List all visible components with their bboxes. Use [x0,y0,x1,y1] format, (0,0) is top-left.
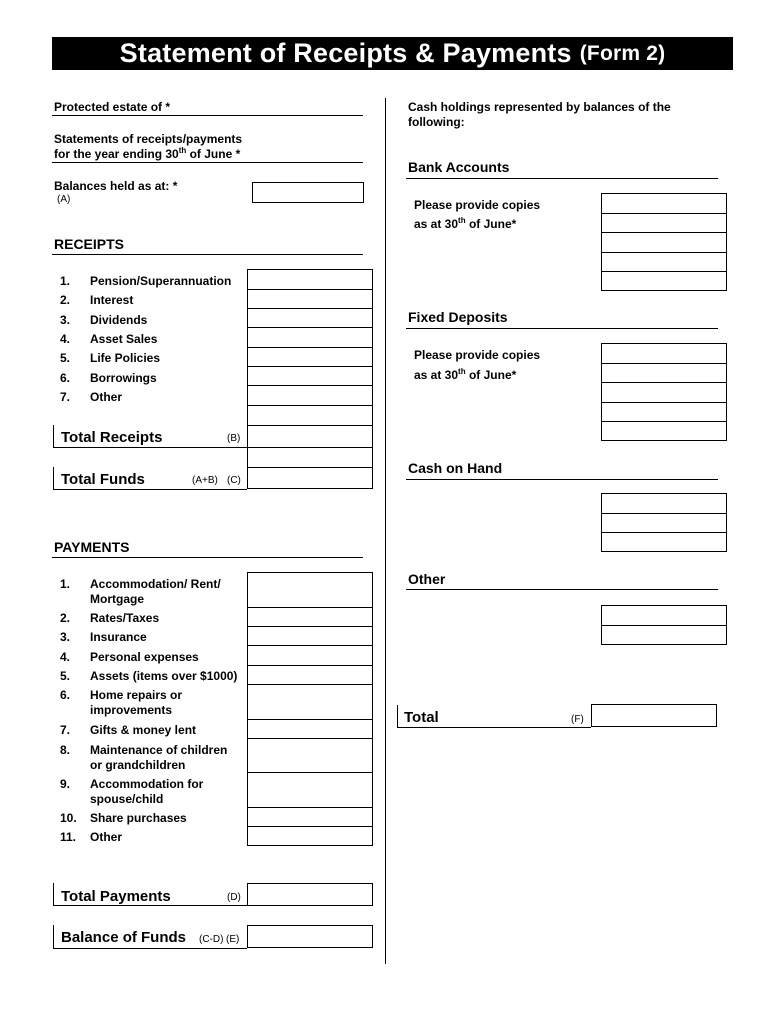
receipt-amount-field[interactable] [247,366,373,385]
total-receipts-field[interactable] [247,425,373,447]
fixed-deposit-field[interactable] [601,421,727,441]
receipt-item: 1. Pension/Superannuation [60,274,232,288]
receipt-amount-field[interactable] [247,405,373,425]
column-divider [385,98,386,964]
total-payments-marker [53,883,54,905]
receipt-item: 5. Life Policies [60,351,161,365]
form-title-main: Statement of Receipts & Payments [119,38,572,68]
payment-amount-field[interactable] [247,626,373,645]
cash-on-hand-heading: Cash on Hand [408,460,503,476]
cash-on-hand-line [406,479,718,480]
total-payments-label: Total Payments [61,888,171,905]
bank-accounts-line [406,178,718,179]
statements-line [52,162,363,163]
fixed-deposits-line [406,328,718,329]
total-funds-marker [53,467,54,489]
bank-as-at: as at 30th of June* [414,216,517,231]
payment-amount-field[interactable] [247,719,373,738]
balance-of-funds-label: Balance of Funds [61,929,187,946]
payment-amount-field[interactable] [247,826,373,846]
total-receipts-marker [53,425,54,447]
total-label: Total [404,709,439,726]
fixed-deposit-field[interactable] [601,382,727,402]
receipts-heading: RECEIPTS [54,236,125,252]
payment-amount-field[interactable] [247,738,373,772]
payments-amount-column [247,572,373,846]
payments-heading: PAYMENTS [54,539,130,555]
payment-amount-field[interactable] [247,665,373,684]
bank-account-field[interactable] [601,232,727,252]
balance-of-funds-field[interactable] [247,925,373,948]
payments-heading-line [52,557,363,558]
other-line [406,589,718,590]
bank-account-field[interactable] [601,252,727,271]
total-receipts-code: (B) [227,433,241,444]
fixed-provide-copies: Please provide copies [414,348,541,362]
payment-item: 9. Accommodation for spouse/child [60,777,204,806]
balances-code: (A) [57,194,71,205]
receipt-item: 2. Interest [60,293,134,307]
payment-item: 5. Assets (items over $1000) [60,669,238,683]
total-payments-underline [53,905,247,906]
payment-item: 10. Share purchases [60,811,187,825]
receipts-heading-line [52,254,363,255]
form-title [52,37,733,70]
payment-item: 4. Personal expenses [60,650,199,664]
bank-accounts-column [601,193,727,291]
fixed-deposits-column [601,343,727,441]
statements-label-line2: for the year ending 30th of June * [54,146,241,161]
balances-held-field[interactable] [252,182,364,203]
cash-on-hand-field[interactable] [601,532,727,552]
total-marker [397,705,398,727]
receipt-item: 7. Other [60,390,123,404]
balance-of-funds-code-e: (E) [226,934,240,945]
receipt-amount-field[interactable] [247,289,373,308]
total-funds-code: (A+B) [192,475,218,486]
fixed-deposit-field[interactable] [601,343,727,363]
other-heading: Other [408,571,446,587]
total-receipts-label: Total Receipts [61,429,163,446]
other-holding-field[interactable] [601,605,727,625]
balance-of-funds-underline [53,948,247,949]
payment-amount-field[interactable] [247,572,373,607]
total-funds-field[interactable] [247,467,373,489]
balance-of-funds-code: (C-D) [199,934,224,945]
payment-item: 6. Home repairs or improvements [60,688,183,717]
total-code: (F) [571,714,584,725]
receipt-amount-field[interactable] [247,269,373,289]
receipt-amount-field[interactable] [247,385,373,405]
payment-item: 1. Accommodation/ Rent/ Mortgage [60,577,221,606]
receipt-item: 3. Dividends [60,313,148,327]
payment-amount-field[interactable] [247,645,373,665]
receipt-amount-field[interactable] [247,308,373,327]
total-funds-code-c: (C) [227,475,241,486]
balance-of-funds-marker [53,925,54,948]
total-payments-field[interactable] [247,883,373,906]
receipts-amount-column [247,269,373,489]
statements-label-line1: Statements of receipts/payments [54,132,243,146]
bank-provide-copies: Please provide copies [414,198,541,212]
receipt-amount-field[interactable] [247,347,373,366]
total-funds-extra-field[interactable] [247,447,373,467]
payment-item: 3. Insurance [60,630,147,644]
payment-amount-field[interactable] [247,807,373,826]
payment-item: 2. Rates/Taxes [60,611,160,625]
protected-estate-line [52,115,363,116]
receipt-item: 6. Borrowings [60,371,157,385]
protected-estate-label: Protected estate of * [54,100,171,114]
cash-holdings-label-line2: following: [408,115,465,129]
bank-account-field[interactable] [601,271,727,291]
other-holding-field[interactable] [601,625,727,645]
balances-held-label: Balances held as at: * [54,179,178,193]
bank-account-field[interactable] [601,193,727,213]
receipt-item: 4. Asset Sales [60,332,158,346]
payment-amount-field[interactable] [247,772,373,807]
payment-item: 11. Other [60,830,123,844]
payment-item: 8. Maintenance of children or grandchildren [60,743,228,772]
bank-account-field[interactable] [601,213,727,232]
total-underline [397,727,591,728]
receipt-amount-field[interactable] [247,327,373,347]
total-funds-underline [53,489,247,490]
total-payments-code: (D) [227,892,241,903]
bank-accounts-heading: Bank Accounts [408,159,510,175]
cash-holdings-label-line1: Cash holdings represented by balances of the [408,100,671,114]
cash-on-hand-column [601,493,727,552]
payment-amount-field[interactable] [247,607,373,626]
fixed-deposit-field[interactable] [601,402,727,421]
form-number: (Form 2) [579,41,666,65]
total-receipts-underline [53,447,247,448]
fixed-as-at: as at 30th of June* [414,367,517,382]
other-column [601,605,727,645]
payment-item: 7. Gifts & money lent [60,723,197,737]
cash-on-hand-field[interactable] [601,513,727,532]
fixed-deposits-heading: Fixed Deposits [408,309,508,325]
payment-amount-field[interactable] [247,684,373,719]
total-field[interactable] [591,704,717,727]
fixed-deposit-field[interactable] [601,363,727,382]
cash-on-hand-field[interactable] [601,493,727,513]
total-funds-label: Total Funds [61,471,145,488]
